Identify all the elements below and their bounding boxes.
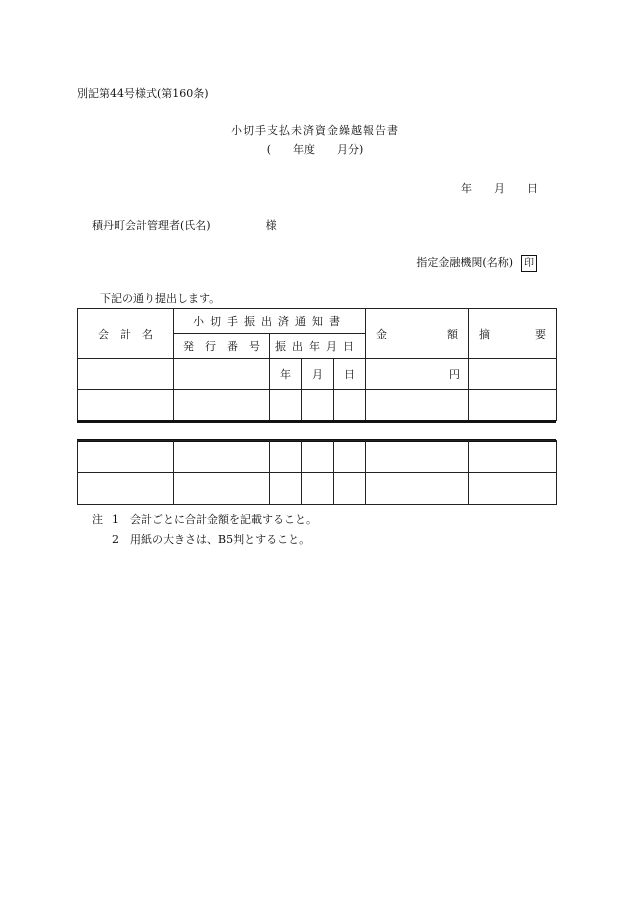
header-account-name: 会 計 名 [78,309,174,359]
notes-head: 注 [92,513,103,526]
header-amount: 金 額 [366,309,469,359]
report-table-top [77,308,557,421]
report-table-bottom [77,440,557,505]
cell-account [78,359,174,390]
period-line: ( 年度 月分) [266,143,364,156]
header-check-notice: 小切手振出済通知書 [174,309,366,334]
reporter-label: 指定金融機関(名称) [416,256,513,269]
table-row [78,359,557,390]
cell-amount: 円 [366,359,469,390]
seal-mark: 印 [521,255,537,272]
cell-year: 年 [270,359,302,390]
cell-month: 月 [302,359,334,390]
note-item: 注 1 会計ごとに合計金額を記載すること。 [92,510,317,530]
reporter [416,254,537,272]
cell-summary [469,359,557,390]
date-line: 年 月 日 [461,182,538,195]
cell-issue-number [174,359,270,390]
form-number: 別記第44号様式(第160条) [77,87,209,100]
omission-line-top [77,420,556,423]
addressee: 積丹町会計管理者(氏名) 様 [92,219,277,232]
table-row [78,441,557,473]
header-issue-date: 振出年月日 [270,334,366,359]
table-row [78,390,557,421]
document-title: 小切手支払未済資金繰越報告書 [231,124,399,137]
notes [92,510,317,550]
header-issue-number: 発 行 番 号 [174,334,270,359]
cell-day: 日 [334,359,366,390]
note-item: 2 用紙の大きさは、B5判とすること。 [112,533,311,546]
table-row [78,473,557,505]
intro-text: 下記の通り提出します。 [100,292,221,305]
header-summary: 摘 要 [469,309,557,359]
